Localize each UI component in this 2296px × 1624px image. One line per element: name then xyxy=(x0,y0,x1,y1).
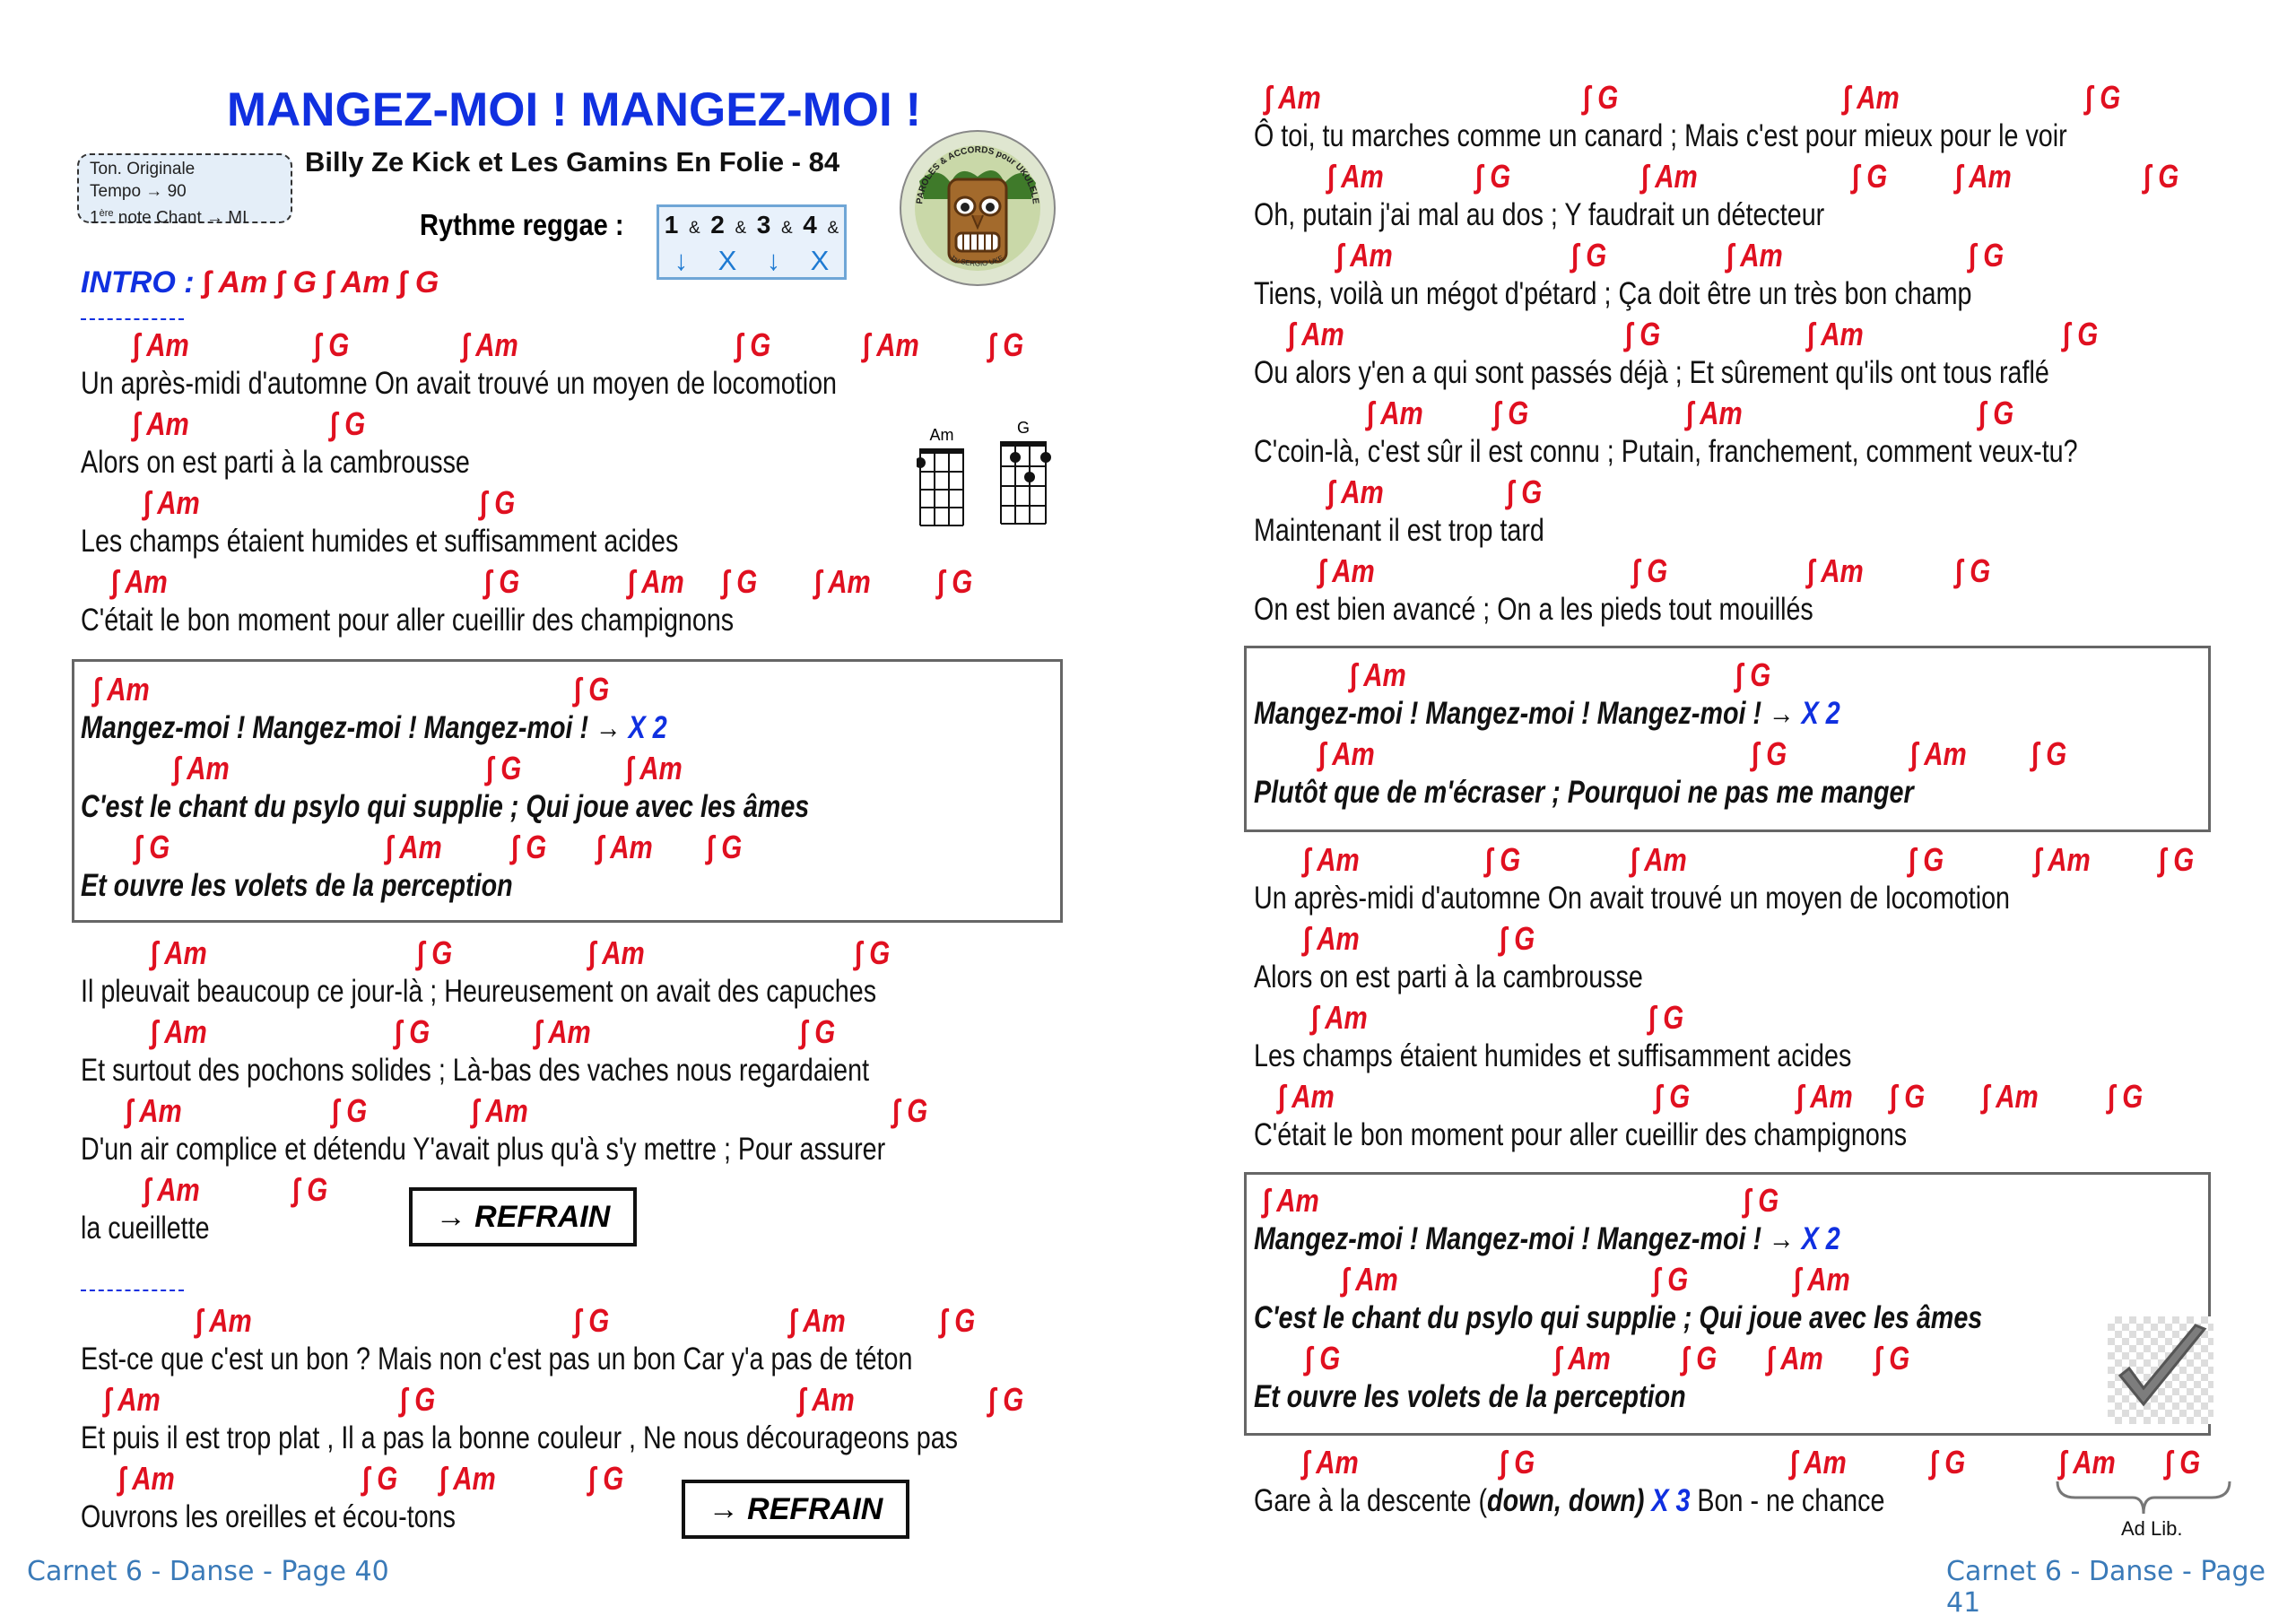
chord-symbol: ∫ G xyxy=(1648,999,1684,1036)
chord-symbol: ∫ Am xyxy=(2034,841,2091,878)
repeat-marker: X 3 xyxy=(1644,1483,1691,1518)
chord-symbol: ∫ Am xyxy=(1327,158,1384,195)
ad-lib-brace-icon xyxy=(2054,1478,2233,1517)
page-footer-right: Carnet 6 - Danse - Page 41 xyxy=(1946,1556,2266,1619)
intro-line: INTRO : ∫ Am ∫ G ∫ Am ∫ G xyxy=(81,265,439,300)
chord-symbol: ∫ Am xyxy=(118,1460,175,1497)
svg-text:PAROLES & ACCORDS pour UKULELE: PAROLES & ACCORDS pour UKULELE xyxy=(915,144,1040,205)
lyric-line: C'était le bon moment pour aller cueillir des champignons xyxy=(1254,1117,1908,1152)
repeat-marker: X 2 xyxy=(628,710,667,745)
chord-symbol: ∫ G xyxy=(2165,1444,2201,1481)
chord-symbol: ∫ Am xyxy=(104,1381,161,1418)
chord-symbol: ∫ G xyxy=(1571,237,1607,274)
song-artist: Billy Ze Kick et Les Gamins En Folie - 84 xyxy=(305,146,840,178)
chord-diagram-g: G xyxy=(996,419,1051,530)
chord-symbol: ∫ G xyxy=(1493,395,1529,431)
chord-symbol: ∫ Am xyxy=(1726,237,1783,274)
chord-symbol: ∫ G xyxy=(988,1381,1024,1418)
chord-symbol: ∫ G xyxy=(588,1460,624,1497)
chord-symbol: ∫ G xyxy=(1500,920,1535,957)
chord-symbol: ∫ Am xyxy=(535,1013,591,1050)
chord-symbol: ∫ Am xyxy=(1796,1078,1853,1115)
chord-symbol: ∫ Am xyxy=(1767,1340,1823,1376)
lyric-line: Plutôt que de m'écraser ; Pourquoi ne pas me manger xyxy=(1254,775,1914,810)
chord-symbol: ∫ Am xyxy=(151,934,207,971)
chord-symbol: ∫ G xyxy=(362,1460,398,1497)
chord-symbol: ∫ G xyxy=(1500,1444,1535,1481)
chord-symbol: ∫ Am xyxy=(1327,473,1384,510)
song-title: MANGEZ-MOI ! MANGEZ-MOI ! xyxy=(226,83,922,136)
lyric-line: Un après-midi d'automne On avait trouvé un moyen de locomotion xyxy=(1254,881,2011,916)
repeat-marker: X 2 xyxy=(1801,696,1840,731)
chord-symbol: ∫ Am xyxy=(863,326,919,363)
chord-symbol: ∫ Am xyxy=(1342,1261,1398,1298)
chord-symbol: ∫ Am xyxy=(1303,841,1360,878)
chord-symbol: ∫ Am xyxy=(2059,1444,2116,1481)
lyric-line: Il pleuvait beaucoup ce jour-là ; Heureusement on avait des capuches xyxy=(81,974,877,1009)
chord-symbol: ∫ Am xyxy=(1263,1182,1319,1219)
chord-symbol: ∫ G xyxy=(940,1302,976,1339)
lyric-line: C'est le chant du psylo qui supplie ; Qui joue avec les âmes xyxy=(1254,1300,1983,1335)
chord-symbol: ∫ Am xyxy=(1631,841,1687,878)
chord-symbol: ∫ G xyxy=(1653,1261,1689,1298)
chord-symbol: ∫ G xyxy=(1507,473,1543,510)
chord-symbol: ∫ G xyxy=(855,934,891,971)
chord-symbol: ∫ Am xyxy=(1686,395,1743,431)
chord-symbol: ∫ G xyxy=(1735,656,1771,693)
refrain-reference[interactable]: → REFRAIN xyxy=(682,1480,909,1539)
lyric-line: On est bien avancé ; On a les pieds tout mouillés xyxy=(1254,592,1813,627)
rhythm-pattern xyxy=(657,204,847,280)
chord-symbol: ∫ G xyxy=(722,563,758,600)
chord-symbol: ∫ G xyxy=(707,829,743,865)
lyric-line: Et ouvre les volets de la perception xyxy=(81,868,513,903)
lyric-line xyxy=(1254,1483,1884,1519)
chord-symbol: ∫ Am xyxy=(789,1302,846,1339)
chord-symbol: ∫ Am xyxy=(1641,158,1698,195)
chord-symbol: ∫ G xyxy=(1852,158,1888,195)
chord-symbol: ∫ G xyxy=(1890,1078,1926,1115)
rhythm-label: Rythme reggae : xyxy=(420,208,624,241)
chord-symbol: ∫ Am xyxy=(1554,1340,1611,1376)
chuck-x-icon: X xyxy=(810,245,830,276)
chord-symbol: ∫ G xyxy=(1625,316,1661,352)
lyric-line: Ou alors y'en a qui sont passés déjà ; Et sûrement qu'ils ont tous raflé xyxy=(1254,355,2049,390)
chord-symbol: ∫ Am xyxy=(126,1092,182,1129)
chord-symbol: ∫ G xyxy=(1475,158,1511,195)
chord-symbol: ∫ G xyxy=(937,563,973,600)
lyric-line: Maintenant il est trop tard xyxy=(1254,513,1544,548)
lyric-line: la cueillette xyxy=(81,1211,210,1246)
chord-symbol: ∫ G xyxy=(417,934,453,971)
chord-symbol: ∫ Am xyxy=(151,1013,207,1050)
chord-symbol: ∫ G xyxy=(1744,1182,1779,1219)
arrow-icon: → xyxy=(1761,696,1802,731)
info-box xyxy=(77,153,292,228)
chord-symbol: ∫ Am xyxy=(1843,79,1900,116)
chord-symbol: ∫ G xyxy=(486,750,522,786)
chord-symbol: ∫ Am xyxy=(462,326,518,363)
svg-text:by SERGIO UKE: by SERGIO UKE xyxy=(950,254,1005,268)
chord-symbol: ∫ Am xyxy=(144,1171,200,1208)
chord-symbol: ∫ Am xyxy=(1288,316,1344,352)
chord-symbol: ∫ Am xyxy=(1336,237,1393,274)
lyric-line: C'est le chant du psylo qui supplie ; Qui joue avec les âmes xyxy=(81,789,810,824)
chord-symbol: ∫ Am xyxy=(588,934,645,971)
chord-symbol: ∫ G xyxy=(332,1092,368,1129)
lyric-line: Les champs étaient humides et suffisamment acides xyxy=(81,524,679,559)
checkmark-icon xyxy=(2108,1316,2213,1424)
chord-symbol: ∫ G xyxy=(1632,552,1668,589)
chord-symbol: ∫ Am xyxy=(173,750,230,786)
lyric-line: Les champs étaient humides et suffisamment acides xyxy=(1254,1038,1852,1073)
chord-symbol: ∫ Am xyxy=(1318,552,1375,589)
chord-symbol: ∫ Am xyxy=(439,1460,496,1497)
down-arrow-icon: ↓ xyxy=(766,245,781,276)
lyric-line: Alors on est parti à la cambrousse xyxy=(81,445,470,480)
arrow-icon: → xyxy=(588,710,629,745)
chord-symbol: ∫ Am xyxy=(1302,1444,1359,1481)
lyric-emphasis: down, down) xyxy=(1487,1483,1645,1518)
lyric-line: Oh, putain j'ai mal au dos ; Y faudrait un détecteur xyxy=(1254,197,1825,232)
chord-symbol: ∫ Am xyxy=(814,563,871,600)
chord-symbol: ∫ G xyxy=(400,1381,436,1418)
chord-symbol: ∫ G xyxy=(1682,1340,1718,1376)
chord-symbol: ∫ Am xyxy=(626,750,683,786)
chord-symbol: ∫ G xyxy=(988,326,1024,363)
chord-symbol: ∫ Am xyxy=(1318,735,1375,772)
lyric-line: Mangez-moi ! Mangez-moi ! Mangez-moi ! → X 2 xyxy=(1254,696,1840,731)
repeat-marker: X 2 xyxy=(1801,1221,1840,1256)
chord-symbol: ∫ G xyxy=(395,1013,430,1050)
lyric-line: Mangez-moi ! Mangez-moi ! Mangez-moi ! → X 2 xyxy=(81,710,667,745)
info-first-note: 1ère note Chant → MI xyxy=(90,208,248,228)
chord-symbol: ∫ G xyxy=(1583,79,1619,116)
chord-symbol: ∫ Am xyxy=(144,484,200,521)
chord-symbol: ∫ G xyxy=(1752,735,1787,772)
chord-symbol: ∫ Am xyxy=(1982,1078,2039,1115)
chord-symbol: ∫ G xyxy=(1909,841,1944,878)
lyric-line: Alors on est parti à la cambrousse xyxy=(1254,960,1643,994)
chord-symbol: ∫ G xyxy=(330,405,366,442)
separator-dashes xyxy=(81,318,184,320)
lyric-line: D'un air complice et détendu Y'avait plus qu'à s'y mettre ; Pour assurer xyxy=(81,1132,886,1167)
chord-symbol: ∫ Am xyxy=(1311,999,1368,1036)
chord-symbol: ∫ G xyxy=(1955,552,1991,589)
lyric-text: Bon - ne chance xyxy=(1690,1483,1885,1518)
chord-diagram-am: Am xyxy=(917,426,967,532)
chord-symbol: ∫ Am xyxy=(596,829,653,865)
lyric-line: Mangez-moi ! Mangez-moi ! Mangez-moi ! → X 2 xyxy=(1254,1221,1840,1256)
chord-symbol: ∫ G xyxy=(1930,1444,1966,1481)
rhythm-strokes xyxy=(659,245,844,277)
chord-symbol: ∫ Am xyxy=(1790,1444,1847,1481)
chord-symbol: ∫ Am xyxy=(1807,316,1864,352)
chord-symbol: ∫ Am xyxy=(93,671,150,708)
chord-symbol: ∫ Am xyxy=(111,563,168,600)
refrain-reference[interactable]: → REFRAIN xyxy=(409,1187,637,1246)
chord-symbol: ∫ G xyxy=(574,671,610,708)
lyric-line: Est-ce que c'est un bon ? Mais non c'est pas un bon Car y'a pas de téton xyxy=(81,1342,913,1376)
chord-symbol: ∫ G xyxy=(892,1092,928,1129)
chord-symbol: ∫ Am xyxy=(472,1092,528,1129)
chuck-x-icon: X xyxy=(718,245,737,276)
chord-symbol: ∫ Am xyxy=(133,405,189,442)
chord-symbol: ∫ G xyxy=(800,1013,836,1050)
chord-symbol: ∫ G xyxy=(1655,1078,1691,1115)
chord-symbol: ∫ Am xyxy=(133,326,189,363)
chord-symbol: ∫ Am xyxy=(1794,1261,1850,1298)
chord-symbol: ∫ Am xyxy=(1367,395,1423,431)
chord-symbol: ∫ G xyxy=(314,326,350,363)
down-arrow-icon: ↓ xyxy=(674,245,689,276)
chord-symbol: ∫ Am xyxy=(1910,735,1967,772)
chord-symbol: ∫ Am xyxy=(628,563,684,600)
arrow-icon: → xyxy=(1761,1221,1802,1256)
lyric-line: C'coin-là, c'est sûr il est connu ; Putain, franchement, comment veux-tu? xyxy=(1254,434,2078,469)
chord-symbol: ∫ G xyxy=(2063,316,2099,352)
lyric-line: Ô toi, tu marches comme un canard ; Mais c'est pour mieux pour le voir xyxy=(1254,118,2067,153)
chord-symbol: ∫ G xyxy=(2144,158,2179,195)
ad-lib-label: Ad Lib. xyxy=(2121,1517,2183,1540)
chord-symbol: ∫ Am xyxy=(1303,920,1360,957)
chord-symbol: ∫ G xyxy=(511,829,547,865)
lyric-line: Et surtout des pochons solides ; Là-bas des vaches nous regardaient xyxy=(81,1053,870,1088)
lyric-line: Un après-midi d'automne On avait trouvé un moyen de locomotion xyxy=(81,366,838,401)
chord-symbol: ∫ Am xyxy=(1807,552,1864,589)
chord-symbol: ∫ G xyxy=(574,1302,610,1339)
chord-symbol: ∫ G xyxy=(292,1171,328,1208)
chord-symbol: ∫ G xyxy=(2159,841,2195,878)
chord-symbol: ∫ G xyxy=(484,563,520,600)
chord-symbol: ∫ Am xyxy=(196,1302,252,1339)
chord-symbol: ∫ G xyxy=(1979,395,2014,431)
chord-symbol: ∫ G xyxy=(1485,841,1521,878)
chord-symbol: ∫ G xyxy=(2108,1078,2144,1115)
chord-symbol: ∫ Am xyxy=(1955,158,2012,195)
separator-dashes xyxy=(81,1290,184,1291)
lyric-line: Ouvrons les oreilles et écou-tons xyxy=(81,1499,456,1534)
chord-symbol: ∫ Am xyxy=(386,829,442,865)
chord-symbol: ∫ Am xyxy=(1350,656,1406,693)
chord-symbol: ∫ G xyxy=(1874,1340,1910,1376)
chord-symbol: ∫ Am xyxy=(1278,1078,1335,1115)
lyric-line: C'était le bon moment pour aller cueillir des champignons xyxy=(81,603,735,638)
lyric-line: Et puis il est trop plat , Il a pas la bonne couleur , Ne nous décourageons pas xyxy=(81,1420,959,1455)
lyric-text: Gare à la descente ( xyxy=(1254,1483,1488,1518)
chord-symbol: ∫ G xyxy=(480,484,516,521)
chord-symbol: ∫ G xyxy=(1969,237,2005,274)
chord-symbol: ∫ G xyxy=(1305,1340,1341,1376)
chord-symbol: ∫ Am xyxy=(1265,79,1321,116)
info-tempo: Tempo → 90 xyxy=(90,182,187,201)
page-footer-left: Carnet 6 - Danse - Page 40 xyxy=(27,1556,389,1587)
rhythm-counts: 1 & 2 & 3 & 4 & xyxy=(664,211,839,239)
lyric-line: Et ouvre les volets de la perception xyxy=(1254,1379,1686,1414)
chord-symbol: ∫ G xyxy=(735,326,771,363)
lyric-line: Tiens, voilà un mégot d'pétard ; Ça doit être un très bon champ xyxy=(1254,276,1972,311)
chord-symbol: ∫ Am xyxy=(798,1381,855,1418)
info-original-key: Ton. Originale xyxy=(90,160,196,178)
chord-symbol: ∫ G xyxy=(135,829,170,865)
tiki-logo-icon xyxy=(897,127,1058,289)
chord-symbol: ∫ G xyxy=(2085,79,2121,116)
chord-symbol: ∫ G xyxy=(2031,735,2067,772)
